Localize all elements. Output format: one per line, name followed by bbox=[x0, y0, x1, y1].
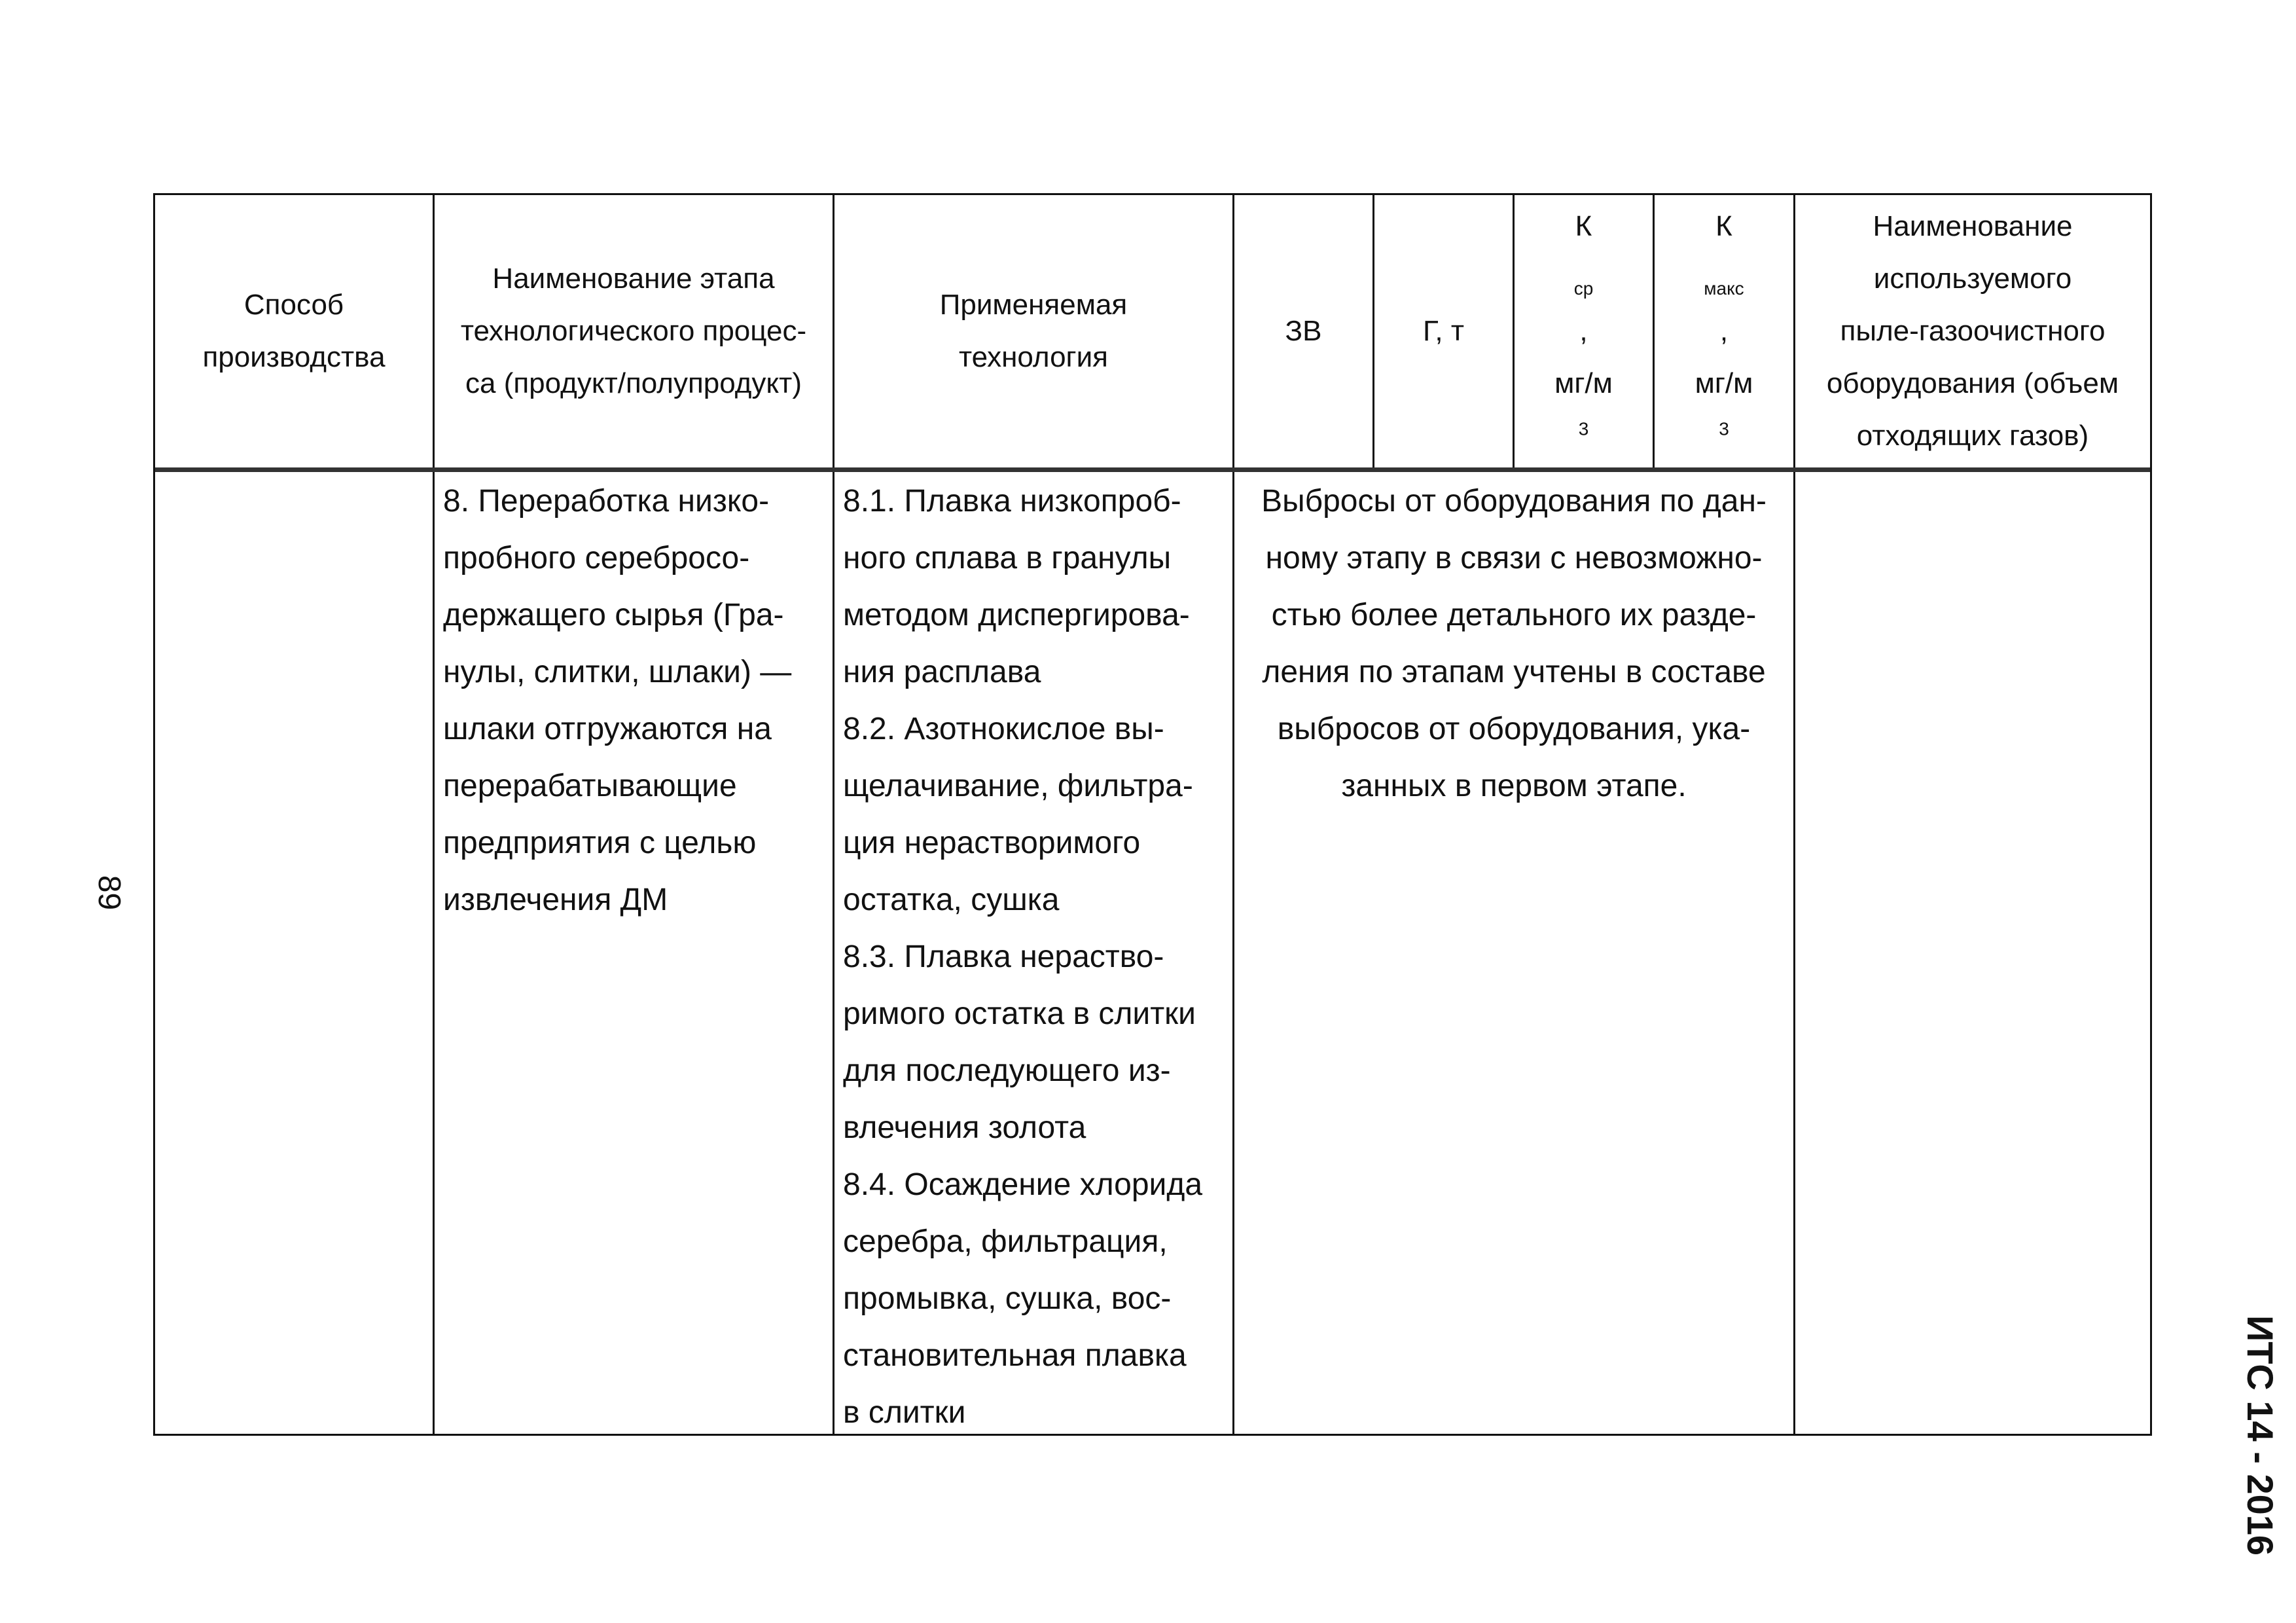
document-code: ИТС 14 - 2016 bbox=[2240, 1315, 2282, 1556]
cell-technology: 8.1. Плавка низкопроб- ного сплава в гранулы методом диспергирова- ния расплава 8.2. Азотнокислое вы- щелачивание, фильтра- ция нерастворимого остатка, сушка 8.3. Плавка нераство- римого остатка в слитки для последующего из- влечения золота 8.4. Осаждение хлорида серебра, фильтрация, промывка, сушка, вос- становительная плавка в слитки bbox=[843, 484, 1203, 1430]
header-gross-emission: Г, т bbox=[1422, 315, 1465, 347]
header-avg-concentration: К $_{ср}$ , мг/м $^3$ bbox=[1554, 210, 1613, 439]
cell-emissions-note: Выбросы от оборудования по дан- ному этапу в связи с невозможно- стью более детального их разде- ления по этапам учтены в составе выбросов от оборудования, ука- занных в первом этапе. bbox=[1261, 484, 1767, 803]
emissions-table bbox=[153, 193, 2152, 1436]
header-pollutant: ЗВ bbox=[1285, 315, 1322, 347]
header-separator bbox=[155, 467, 2150, 472]
page-number: 89 bbox=[92, 875, 127, 911]
header-technology: Применяемая технология bbox=[939, 289, 1128, 373]
header-stage-name: Наименование этапа технологического процес- са (продукт/полупродукт) bbox=[460, 263, 807, 399]
header-production-method: Способ производства bbox=[202, 289, 386, 373]
header-max-concentration: К $_{макс}$ , мг/м $^3$ bbox=[1695, 210, 1753, 439]
header-cleaning-equipment: Наименование используемого пыле-газоочистного оборудования (объем отходящих газов) bbox=[1826, 210, 2119, 452]
cell-stage: 8. Переработка низко- пробного серебросо- держащего сырья (Гра- нулы, слитки, шлаки) — шлаки отгружаются на перерабатывающие предприятия с целью извлечения ДМ bbox=[443, 484, 792, 917]
